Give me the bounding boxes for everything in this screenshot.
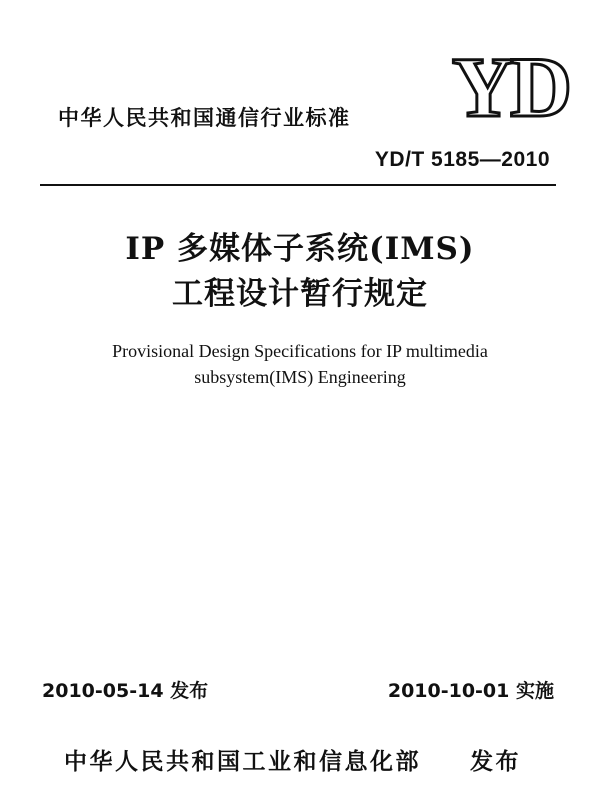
title-english-line-2: subsystem(IMS) Engineering: [194, 367, 406, 387]
title-english-line-1: Provisional Design Specifications for IP multimedia: [112, 341, 488, 361]
yd-logo: [440, 48, 580, 126]
effective-date: 2010-10-01 实施: [387, 680, 554, 702]
header-divider: [40, 184, 556, 186]
publisher-action: 发布: [470, 749, 521, 775]
title-chinese-line-2: 工程设计暂行规定: [172, 276, 428, 312]
yd-logo-text: YD: [451, 48, 569, 126]
standard-series-title: 中华人民共和国通信行业标准: [58, 106, 351, 130]
standard-number: YD/T 5185—2010: [374, 148, 550, 171]
title-chinese-line-1: IP 多媒体子系统(IMS): [125, 231, 475, 267]
publisher-name: 中华人民共和国工业和信息化部: [64, 749, 421, 775]
publish-date: 2010-05-14 发布: [42, 680, 209, 702]
